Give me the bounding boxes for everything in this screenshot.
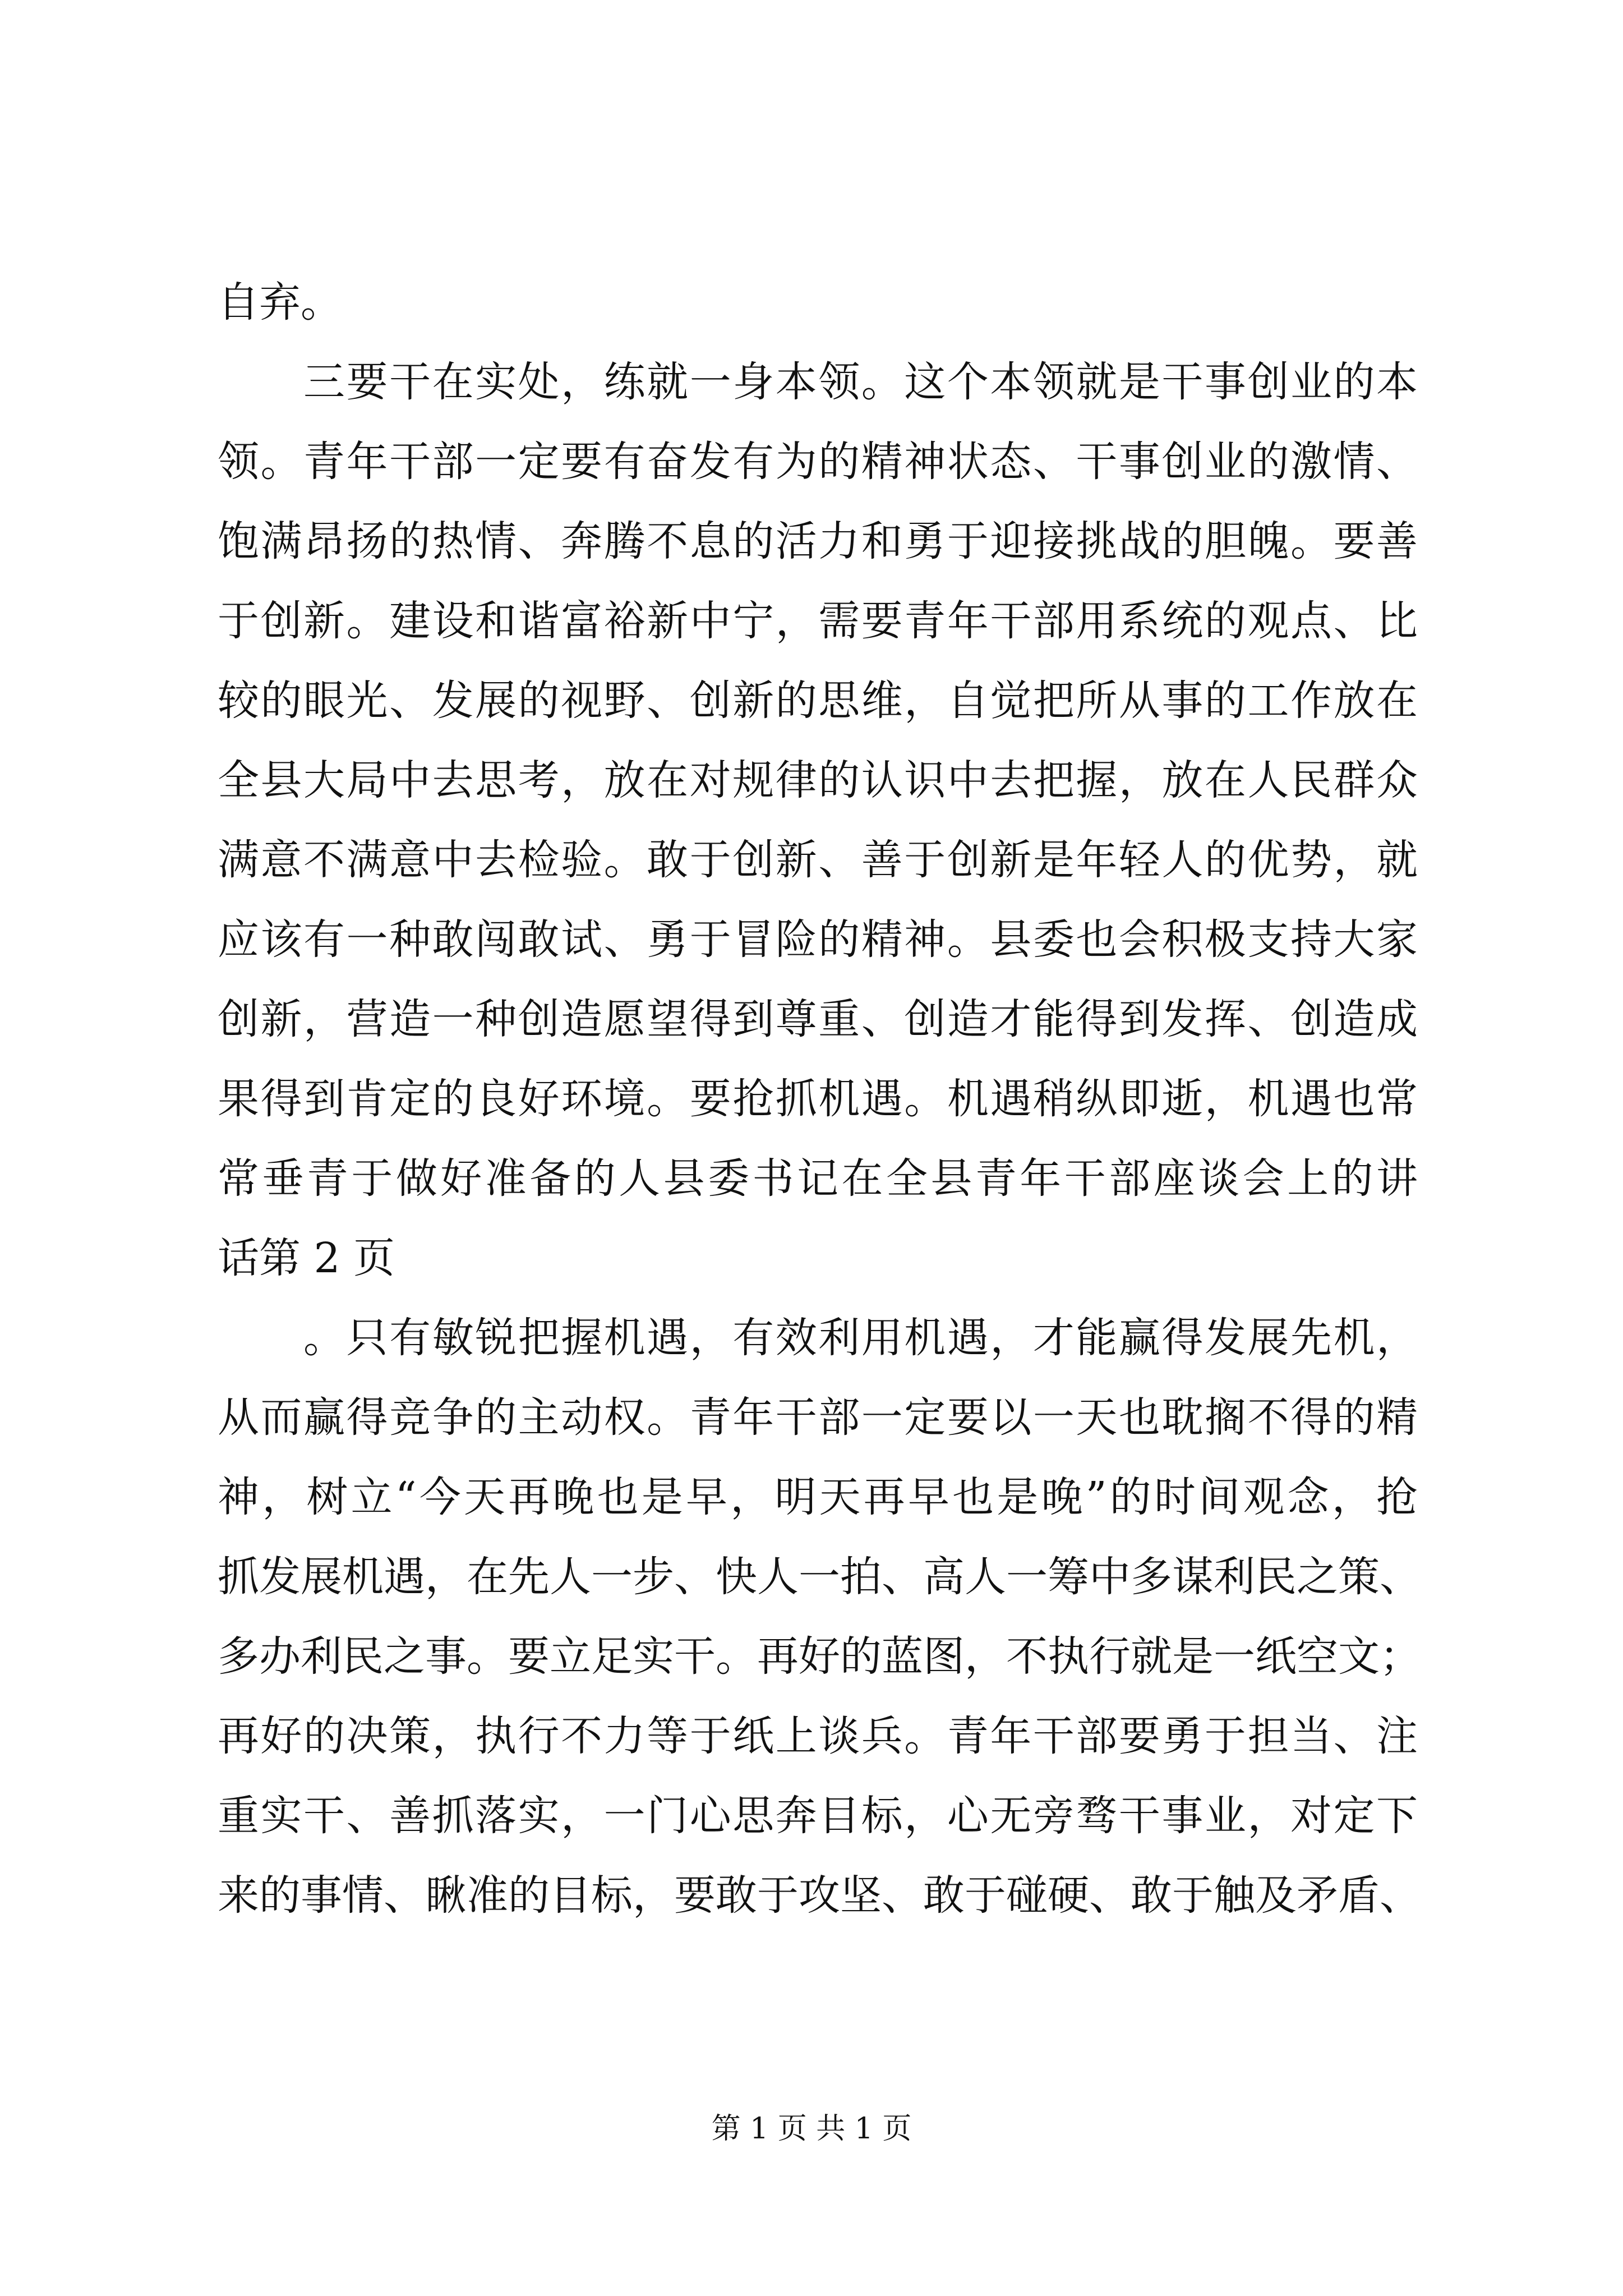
text-line: 应该有一种敢闯敢试、勇于冒险的精神。县委也会积极支持大家 <box>218 915 1418 964</box>
text-line: 三要干在实处，练就一身本领。这个本领就是干事创业的本 <box>218 358 1418 406</box>
text-line: 创新，营造一种创造愿望得到尊重、创造才能得到发挥、创造成 <box>218 995 1418 1043</box>
page-footer: 第 1 页 共 1 页 <box>711 2112 912 2146</box>
text-line: 从而赢得竞争的主动权。青年干部一定要以一天也耽搁不得的精 <box>218 1393 1418 1442</box>
body-text <box>218 263 1421 1935</box>
text-line: 抓发展机遇，在先人一步、快人一拍、高人一筹中多谋利民之策、 <box>218 1553 1421 1601</box>
text-line: 全县大局中去思考，放在对规律的认识中去把握，放在人民群众 <box>218 756 1418 804</box>
text-line: 于创新。建设和谐富裕新中宁，需要青年干部用系统的观点、比 <box>218 597 1418 645</box>
text-line: 饱满昂扬的热情、奔腾不息的活力和勇于迎接挑战的胆魄。要善 <box>218 517 1418 565</box>
text-line: 自弃。 <box>218 278 342 326</box>
text-line: 来的事情、瞅准的目标，要敢于攻坚、敢于碰硬、敢于触及矛盾、 <box>218 1871 1421 1920</box>
text-line: 常垂青于做好准备的人县委书记在全县青年干部座谈会上的讲 <box>218 1154 1418 1203</box>
text-line: 满意不满意中去检验。敢于创新、善于创新是年轻人的优势，就 <box>218 836 1418 884</box>
text-line: 再好的决策，执行不力等于纸上谈兵。青年干部要勇于担当、注 <box>218 1712 1418 1760</box>
text-line: 神，树立“今天再晚也是早，明天再早也是晚”的时间观念，抢 <box>218 1473 1418 1521</box>
text-line: 。只有敏锐把握机遇，有效利用机遇，才能赢得发展先机， <box>218 1314 1418 1362</box>
text-line: 较的眼光、发展的视野、创新的思维，自觉把所从事的工作放在 <box>218 677 1418 725</box>
text-line: 重实干、善抓落实，一门心思奔目标，心无旁骛干事业，对定下 <box>218 1792 1418 1840</box>
text-line: 领。青年干部一定要有奋发有为的精神状态、干事创业的激情、 <box>218 438 1418 486</box>
text-line: 多办利民之事。要立足实干。再好的蓝图，不执行就是一纸空文； <box>218 1632 1421 1681</box>
text-line: 果得到肯定的良好环境。要抢抓机遇。机遇稍纵即逝，机遇也常 <box>218 1075 1418 1123</box>
text-line: 话第 2 页 <box>218 1234 395 1282</box>
